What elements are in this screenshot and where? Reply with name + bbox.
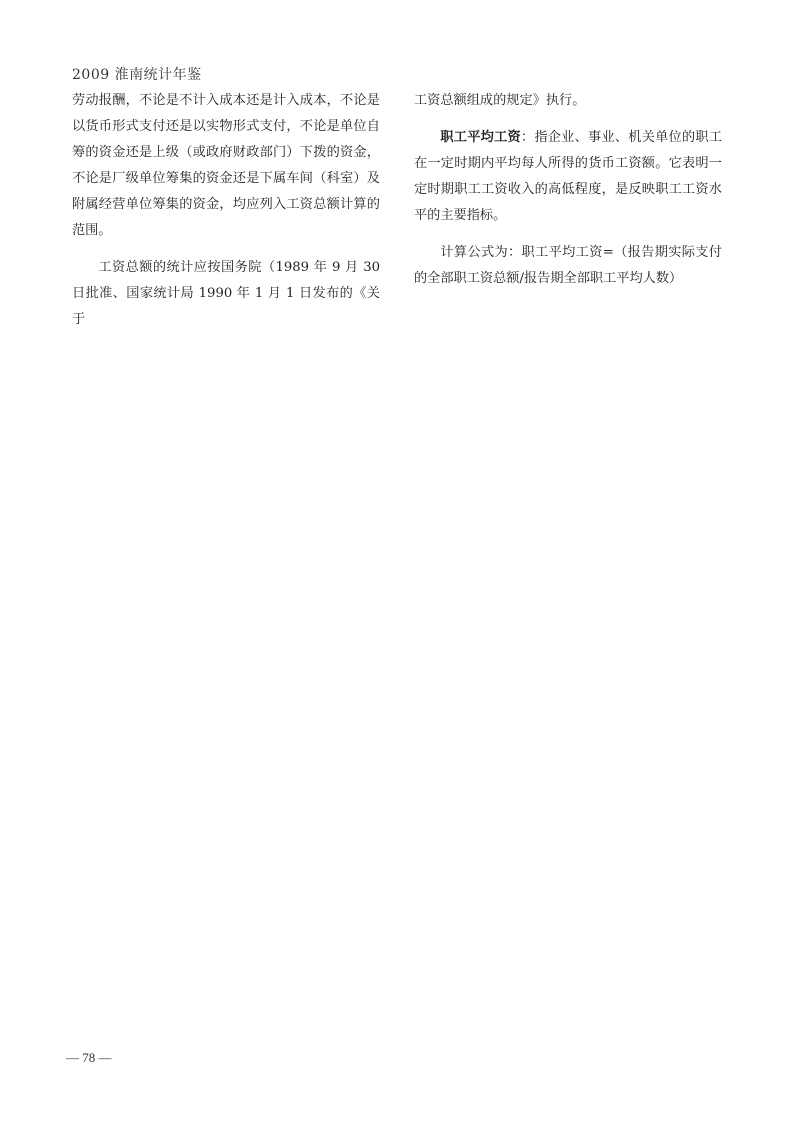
definition-paragraph <box>414 125 722 229</box>
definition-text: ：指企业、事业、机关单位的职工在一定时期内平均每人所得的货币工资额。它表明一定时期职工工资收入的高低程度，是反映职工工资水平的主要指标。 <box>414 130 723 223</box>
left-column <box>72 88 380 344</box>
right-column <box>414 88 722 303</box>
right-paragraph-1: 工资总额组成的规定》执行。 <box>414 93 586 108</box>
formula-paragraph: 计算公式为：职工平均工资=（报告期实际支付的全部职工资总额/报告期全部职工平均人数） <box>414 245 722 286</box>
running-header: 2009 淮南统计年鉴 <box>72 67 202 83</box>
page-number: — 78 — <box>66 1050 112 1065</box>
left-paragraph-1: 劳动报酬，不论是不计入成本还是计入成本，不论是以货币形式支付还是以实物形式支付，不论是单位自筹的资金还是上级（或政府财政部门）下拨的资金，不论是厂级单位筹集的资金还是下属车间（科室）及附属经营单位筹集的资金，均应列入工资总额计算的范围。 <box>72 93 380 238</box>
left-paragraph-2: 工资总额的统计应按国务院（1989 年 9 月 30 日批准、国家统计局 1990 年 1 月 1 日发布的《关于 <box>72 260 380 327</box>
definition-term: 职工平均工资 <box>440 130 521 145</box>
